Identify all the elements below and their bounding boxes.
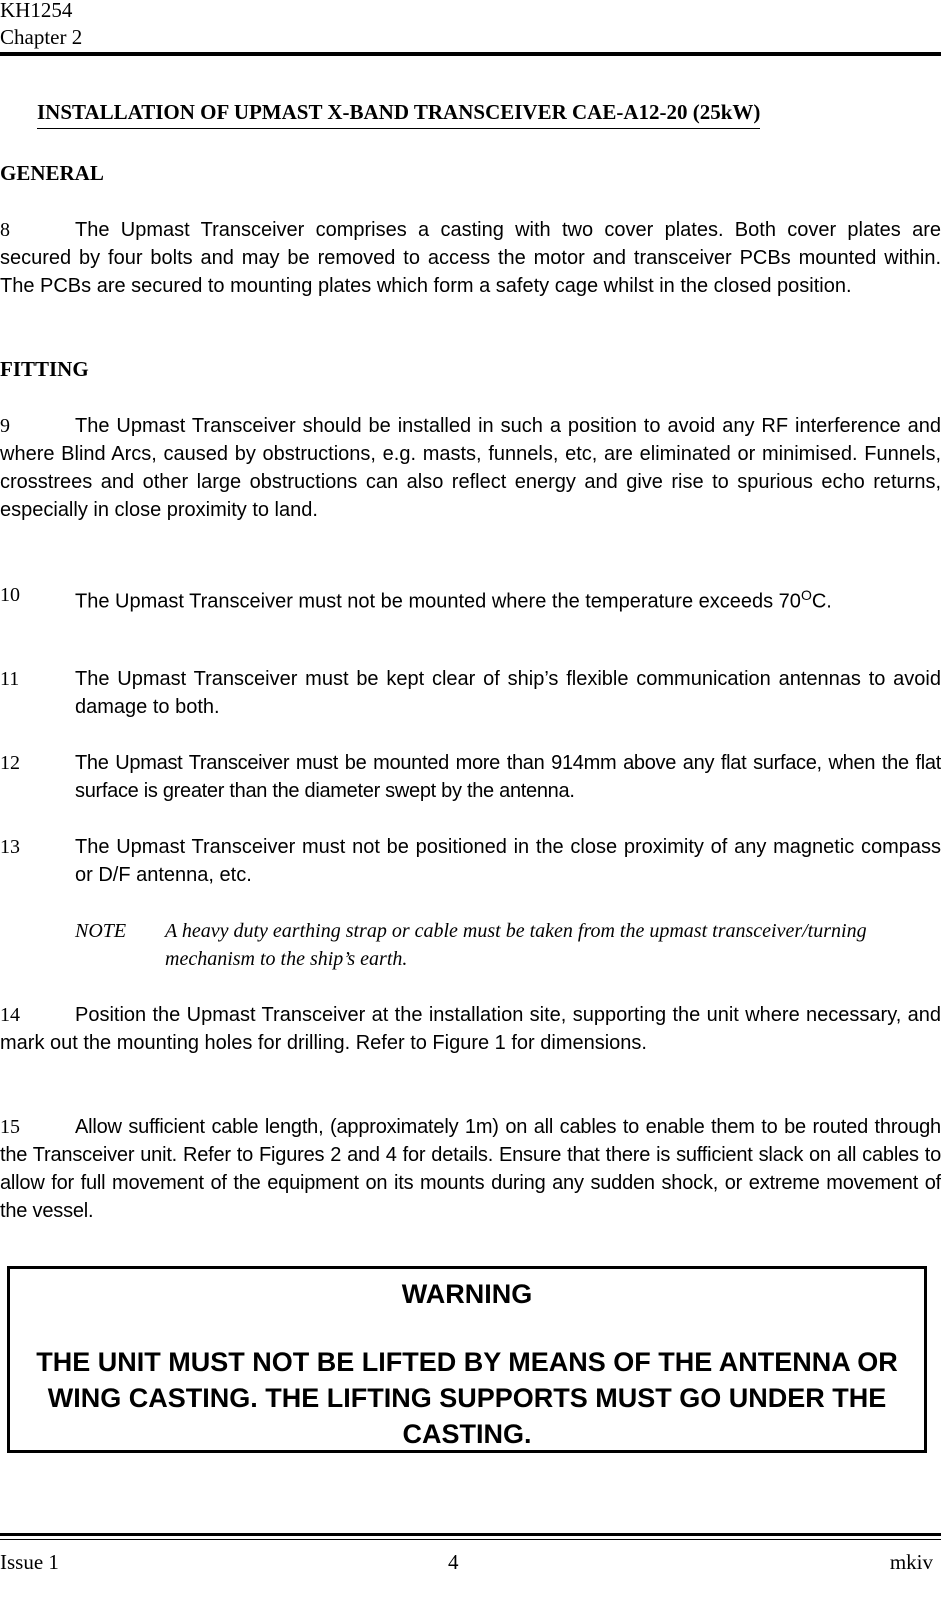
text-part: C. (811, 590, 832, 613)
footer-revision: mkiv (889, 1550, 933, 1574)
section-heading-fitting: FITTING (0, 357, 89, 381)
paragraph-text: The Upmast Transceiver should be installed in such a position to avoid any RF interference and where Blind Arcs, caused by obstructions, e.g. masts, funnels, etc, are eliminated or minimised. Funnels, crosstrees and other large obstructions can also reflect energy and give rise to spurious echo returns, especially in close proximity to land. (0, 415, 941, 521)
warning-box (7, 1266, 927, 1453)
note-label: NOTE (75, 920, 127, 942)
paragraph-number: 14 (0, 1004, 20, 1026)
footer-issue: Issue 1 (0, 1550, 59, 1574)
paragraph-number: 11 (0, 668, 20, 690)
paragraph-12 (0, 749, 941, 805)
section-heading-general: GENERAL (0, 161, 104, 185)
paragraph-text: Allow sufficient cable length, (approximately 1m) on all cables to enable them to be routed through the Transceiver unit. Refer to Figures 2 and 4 for details. Ensure that there is sufficient slack on all cables to allow for full movement of the equipment on its mounts during any sudden shock, or extreme movement of the vessel. (0, 1116, 941, 1222)
paragraph-13 (0, 833, 941, 889)
paragraph-14 (0, 1001, 941, 1057)
paragraph-10 (0, 581, 941, 616)
paragraph-text (75, 581, 941, 616)
page-title: INSTALLATION OF UPMAST X-BAND TRANSCEIVER CAE-A12-20 (25kW) (37, 99, 760, 129)
paragraph-text: Position the Upmast Transceiver at the installation site, supporting the unit where necessary, and mark out the mounting holes for drilling. Refer to Figure 1 for dimensions. (0, 1004, 941, 1054)
warning-title: WARNING (401, 1279, 533, 1309)
footer-rule-thick (0, 1533, 941, 1536)
paragraph-number: 9 (0, 415, 10, 437)
footer-rule-thin (0, 1539, 941, 1540)
warning-text: THE UNIT MUST NOT BE LIFTED BY MEANS OF THE ANTENNA OR WING CASTING. THE LIFTING SUPPORTS MUST GO UNDER THE CASTING. (36, 1347, 898, 1449)
header-rule (0, 52, 941, 56)
paragraph-11 (0, 665, 941, 721)
paragraph-number: 15 (0, 1116, 20, 1138)
header-chapter: Chapter 2 (0, 25, 83, 49)
superscript-degree: O (800, 587, 812, 603)
paragraph-text: The Upmast Transceiver comprises a casting with two cover plates. Both cover plates are secured by four bolts and may be removed to access the motor and transceiver PCBs mounted within. The PCBs are secured to mounting plates which form a safety cage whilst in the closed position. (0, 219, 941, 297)
header-doc-id: KH1254 (0, 0, 73, 22)
paragraph-8 (0, 216, 941, 300)
footer-page-number: 4 (448, 1550, 459, 1574)
paragraph-number: 8 (0, 219, 10, 241)
paragraph-number: 10 (0, 584, 20, 606)
paragraph-number: 12 (0, 752, 20, 774)
note (75, 917, 941, 973)
paragraph-15 (0, 1113, 941, 1225)
note-text: A heavy duty earthing strap or cable must be taken from the upmast transceiver/turning mechanism to the ship’s earth. (165, 920, 867, 970)
paragraph-text: The Upmast Transceiver must not be positioned in the close proximity of any magnetic compass or D/F antenna, etc. (75, 836, 941, 886)
paragraph-text: The Upmast Transceiver must be kept clear of ship’s flexible communication antennas to avoid damage to both. (75, 668, 941, 718)
paragraph-9 (0, 412, 941, 524)
text-part: The Upmast Transceiver must not be mounted where the temperature exceeds 70 (75, 590, 801, 613)
paragraph-number: 13 (0, 836, 20, 858)
paragraph-text: The Upmast Transceiver must be mounted more than 914mm above any flat surface, when the flat surface is greater than the diameter swept by the antenna. (75, 752, 941, 802)
